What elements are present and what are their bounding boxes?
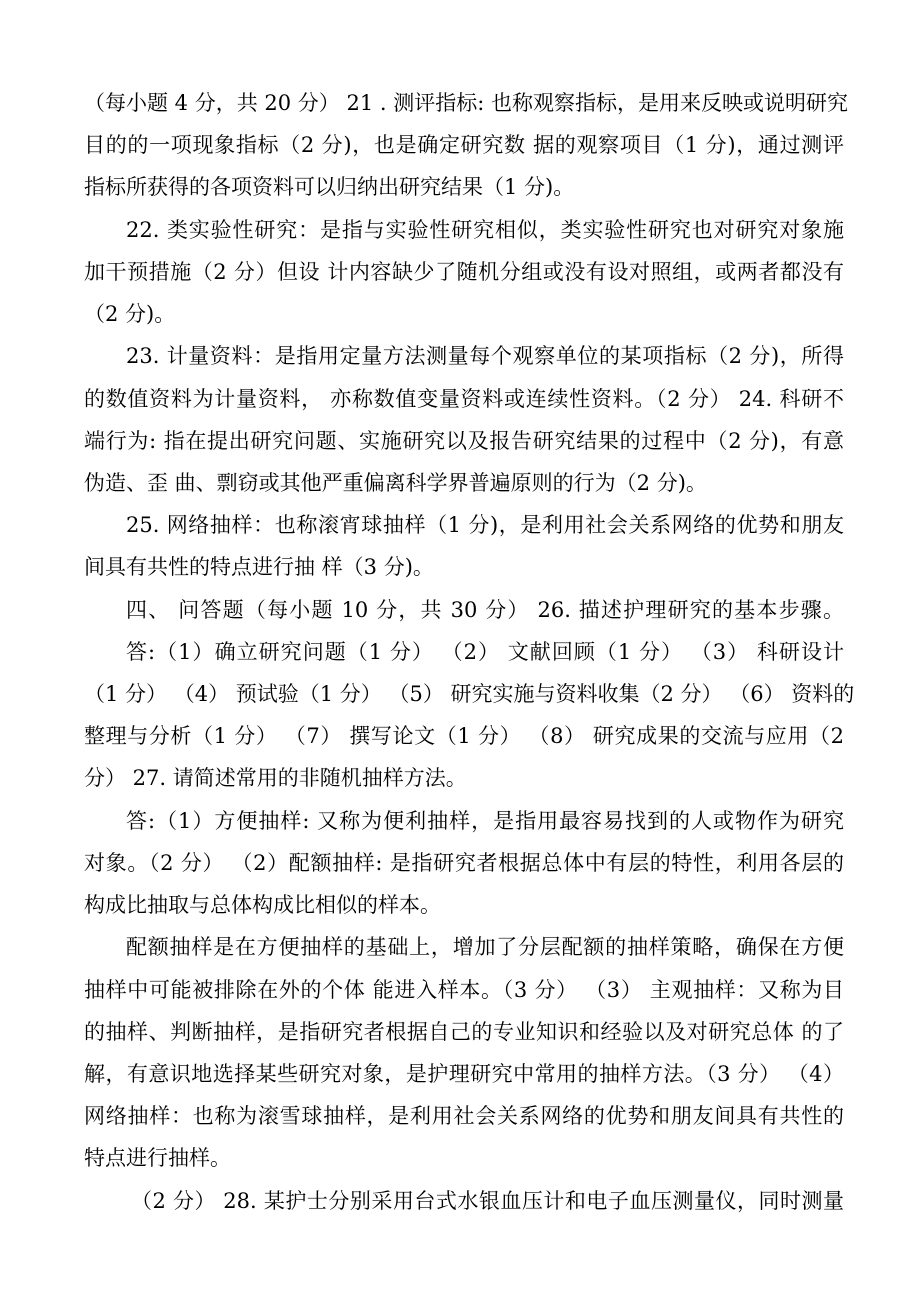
text-line: 答:（1）方便抽样: 又称为便利抽样，是指用最容易找到的人或物作为研究 <box>126 809 844 833</box>
text-line: 间具有共性的特点进行抽 样（3 分)。 <box>84 555 434 579</box>
text-line: 网络抽样：也称为滚雪球抽样，是利用社会关系网络的优势和朋友间具有共性的 <box>84 1104 844 1128</box>
text-line: 端行为: 指在提出研究问题、实施研究以及报告研究结果的过程中（2 分)，有意 <box>84 429 844 453</box>
text-line: （每小题 4 分，共 20 分） 21 . 测评指标: 也称观察指标，是用来反映或说明研究 <box>84 91 848 115</box>
text-line: 23. 计量资料：是指用定量方法测量每个观察单位的某项指标（2 分)，所得 <box>126 344 844 368</box>
text-line: （1 分） （4） 预试验（1 分） （5） 研究实施与资料收集（2 分） （6） 资料的 <box>84 682 855 706</box>
text-line: 答:（1）确立研究问题（1 分） （2） 文献回顾（1 分） （3） 科研设计 <box>126 640 844 664</box>
text-line: （2 分） 28. 某护士分别采用台式水银血压计和电子血压测量仪，同时测量 <box>131 1189 844 1213</box>
text-line: 分） 27. 请简述常用的非随机抽样方法。 <box>84 766 467 790</box>
text-line: 伪造、歪 曲、剽窃或其他严重偏离科学界普遍原则的行为（2 分)。 <box>84 471 707 495</box>
text-line: 加干预措施（2 分）但设 计内容缺少了随机分组或没有设对照组，或两者都没有 <box>84 260 844 284</box>
text-line: 对象。（2 分） （2）配额抽样: 是指研究者根据总体中有层的特性，利用各层的 <box>84 851 844 875</box>
text-line: 配额抽样是在方便抽样的基础上，增加了分层配额的抽样策略，确保在方便 <box>126 935 844 959</box>
text-line: 指标所获得的各项资料可以归纳出研究结果（1 分)。 <box>84 175 575 199</box>
text-line: 整理与分析（1 分） （7） 撰写论文（1 分） （8） 研究成果的交流与应用（2 <box>84 724 844 748</box>
text-line: 的数值资料为计量资料， 亦称数值变量资料或连续性资料。（2 分） 24. 科研不 <box>84 387 844 411</box>
text-line: 解，有意识地选择某些研究对象，是护理研究中常用的抽样方法。（3 分） （4） <box>84 1062 844 1086</box>
text-line: 目的的一项现象指标（2 分)，也是确定研究数 据的观察项目（1 分)，通过测评 <box>84 133 844 157</box>
text-line: （2 分)。 <box>84 302 176 326</box>
text-line: 四、 问答题（每小题 10 分，共 30 分） 26. 描述护理研究的基本步骤。 <box>126 598 844 622</box>
text-line: 25. 网络抽样：也称滚宵球抽样（1 分)，是利用社会关系网络的优势和朋友 <box>126 513 844 537</box>
text-line: 22. 类实验性研究：是指与实验性研究相似，类实验性研究也对研究对象施 <box>126 218 844 242</box>
text-line: 抽样中可能被排除在外的个体 能进入样本。（3 分） （3） 主观抽样：又称为目 <box>84 978 844 1002</box>
text-line: 特点进行抽样。 <box>84 1146 231 1170</box>
text-line: 构成比抽取与总体构成比相似的样本。 <box>84 893 441 917</box>
text-line: 的抽样、判断抽样，是指研究者根据自己的专业知识和经验以及对研究总体 的了 <box>84 1020 844 1044</box>
